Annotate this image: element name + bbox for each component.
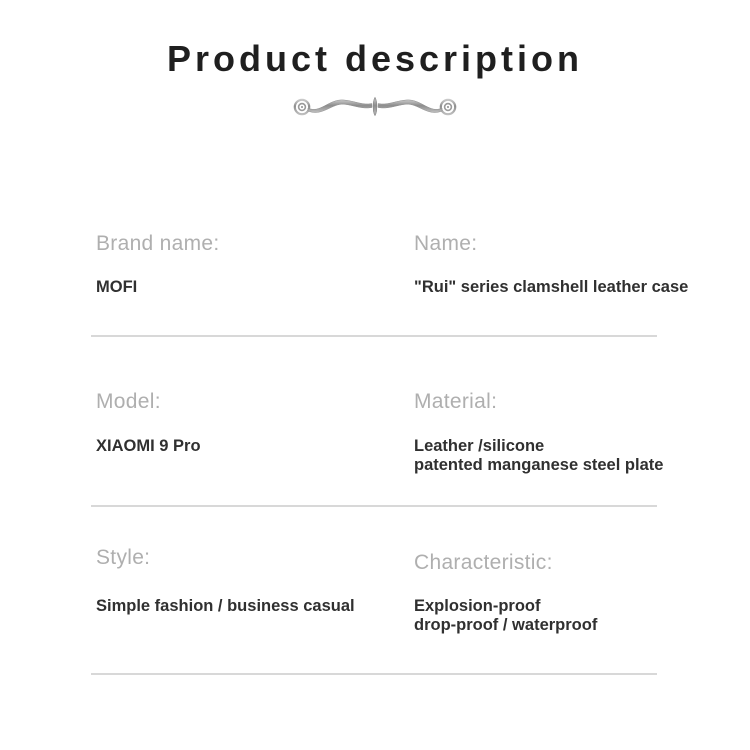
- row-divider: [91, 673, 657, 675]
- row-divider: [91, 505, 657, 507]
- spec-value: [414, 597, 714, 635]
- spec-label: Style:: [96, 546, 151, 569]
- spec-value: [414, 278, 714, 297]
- spec-value: [96, 278, 406, 297]
- spec-value-line: Explosion-proof: [414, 597, 541, 615]
- spec-label: Material:: [414, 390, 498, 413]
- row-divider: [91, 335, 657, 337]
- spec-value-line: XIAOMI 9 Pro: [96, 437, 201, 455]
- spec-value: [96, 597, 406, 616]
- spec-value-line: Simple fashion / business casual: [96, 597, 355, 615]
- spec-value-line: "Rui" series clamshell leather case: [414, 278, 689, 296]
- spec-cell-style: [96, 545, 406, 616]
- flourish-divider-icon: [287, 91, 463, 121]
- spec-cell-material: [414, 389, 714, 475]
- spec-value-line: patented manganese steel plate: [414, 456, 664, 474]
- spec-label: Model:: [96, 390, 161, 413]
- spec-cell-characteristic: [414, 550, 714, 635]
- page-title: Product description: [166, 38, 584, 79]
- spec-label: Characteristic:: [414, 551, 553, 574]
- spec-cell-name: [414, 231, 714, 297]
- spec-cell-model: [96, 389, 406, 456]
- spec-value-line: MOFI: [96, 278, 138, 296]
- spec-value: [96, 437, 406, 456]
- spec-label: Brand name:: [96, 232, 220, 255]
- spec-value-line: drop-proof / waterproof: [414, 616, 598, 634]
- spec-value: [414, 437, 714, 475]
- spec-value-line: Leather /silicone: [414, 437, 545, 455]
- spec-cell-brand-name: [96, 231, 406, 297]
- spec-label: Name:: [414, 232, 478, 255]
